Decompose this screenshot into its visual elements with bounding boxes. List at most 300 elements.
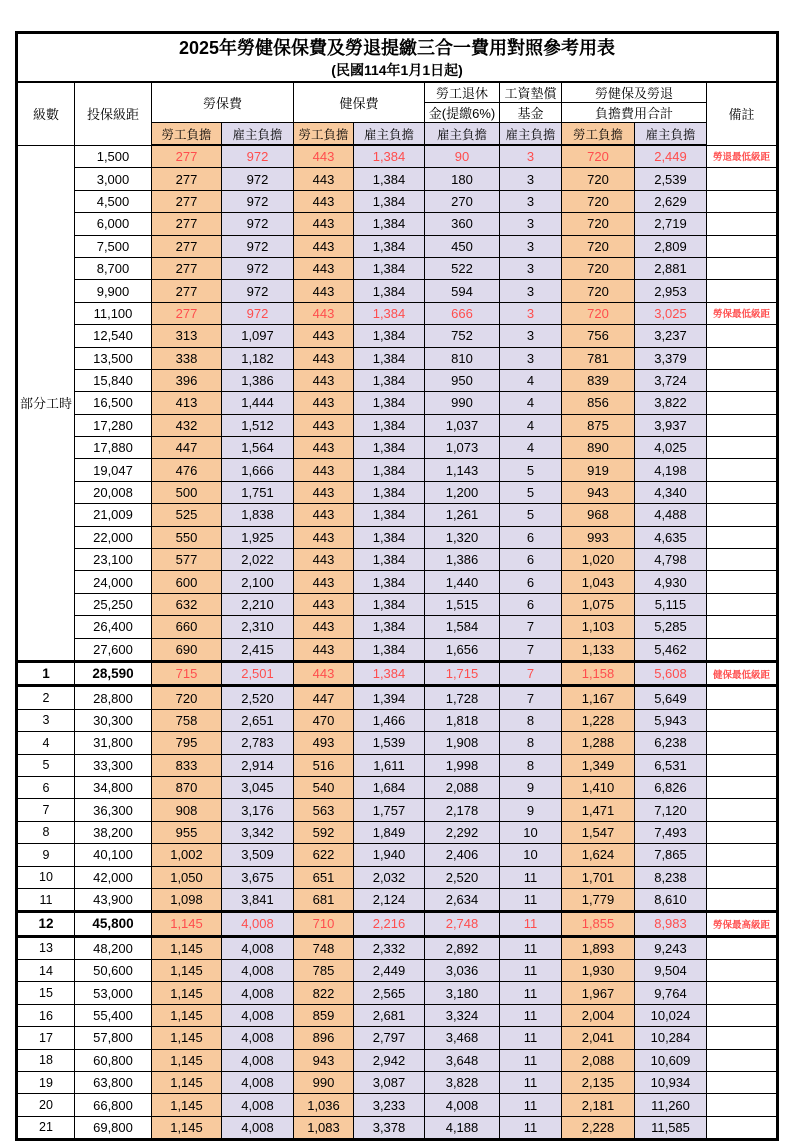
bracket-cell: 9,900 — [75, 280, 152, 302]
value-cell: 1,564 — [222, 437, 294, 459]
value-cell: 1,384 — [354, 481, 425, 503]
value-cell: 277 — [152, 168, 222, 190]
value-cell: 990 — [294, 1072, 354, 1094]
bracket-cell: 17,880 — [75, 437, 152, 459]
value-cell: 993 — [562, 526, 635, 548]
subheader-health-employer: 雇主負擔 — [354, 123, 425, 146]
value-cell: 1,384 — [354, 437, 425, 459]
value-cell: 3 — [500, 168, 562, 190]
value-cell: 3 — [500, 280, 562, 302]
value-cell: 1,940 — [354, 844, 425, 866]
table-row — [17, 414, 778, 436]
header-total-line2: 負擔費用合計 — [562, 103, 707, 123]
value-cell: 908 — [152, 799, 222, 821]
value-cell: 1,849 — [354, 821, 425, 843]
table-row — [17, 526, 778, 548]
bracket-cell: 34,800 — [75, 776, 152, 798]
value-cell: 1,384 — [354, 638, 425, 661]
value-cell: 2,332 — [354, 936, 425, 959]
value-cell: 2,210 — [222, 593, 294, 615]
value-cell: 1,512 — [222, 414, 294, 436]
note-cell — [707, 481, 778, 503]
value-cell: 2,449 — [354, 960, 425, 982]
table-row — [17, 437, 778, 459]
value-cell: 4,008 — [222, 960, 294, 982]
bracket-cell: 1,500 — [75, 145, 152, 168]
value-cell: 10,934 — [635, 1072, 707, 1094]
value-cell: 1,320 — [425, 526, 500, 548]
level-cell: 18 — [17, 1049, 75, 1071]
value-cell: 3,675 — [222, 866, 294, 888]
value-cell: 2,415 — [222, 638, 294, 661]
value-cell: 1,757 — [354, 799, 425, 821]
table-row — [17, 709, 778, 731]
bracket-cell: 21,009 — [75, 504, 152, 526]
value-cell: 443 — [294, 347, 354, 369]
value-cell: 622 — [294, 844, 354, 866]
value-cell: 1,098 — [152, 888, 222, 911]
table-row — [17, 776, 778, 798]
value-cell: 1,261 — [425, 504, 500, 526]
value-cell: 1,384 — [354, 369, 425, 391]
value-cell: 681 — [294, 888, 354, 911]
value-cell: 1,515 — [425, 593, 500, 615]
table-row — [17, 799, 778, 821]
header-row-1 — [17, 82, 778, 103]
value-cell: 3,176 — [222, 799, 294, 821]
value-cell: 1,050 — [152, 866, 222, 888]
value-cell: 3,324 — [425, 1004, 500, 1026]
value-cell: 943 — [294, 1049, 354, 1071]
value-cell: 2,041 — [562, 1027, 635, 1049]
note-cell — [707, 1004, 778, 1026]
table-title-cell — [17, 33, 778, 83]
value-cell: 3,233 — [354, 1094, 425, 1116]
value-cell: 443 — [294, 280, 354, 302]
value-cell: 3 — [500, 347, 562, 369]
bracket-cell: 25,250 — [75, 593, 152, 615]
value-cell: 781 — [562, 347, 635, 369]
note-cell — [707, 1027, 778, 1049]
value-cell: 10 — [500, 844, 562, 866]
bracket-cell: 50,600 — [75, 960, 152, 982]
value-cell: 313 — [152, 325, 222, 347]
value-cell: 1,384 — [354, 190, 425, 212]
value-cell: 180 — [425, 168, 500, 190]
value-cell: 1,998 — [425, 754, 500, 776]
note-cell — [707, 799, 778, 821]
value-cell: 1,073 — [425, 437, 500, 459]
bracket-cell: 22,000 — [75, 526, 152, 548]
value-cell: 3 — [500, 145, 562, 168]
value-cell: 4,188 — [425, 1116, 500, 1139]
table-row — [17, 235, 778, 257]
value-cell: 1,083 — [294, 1116, 354, 1139]
bracket-cell: 23,100 — [75, 549, 152, 571]
table-row — [17, 960, 778, 982]
value-cell: 720 — [152, 686, 222, 709]
value-cell: 1,145 — [152, 1072, 222, 1094]
value-cell: 2,565 — [354, 982, 425, 1004]
note-cell — [707, 235, 778, 257]
value-cell: 715 — [152, 661, 222, 685]
value-cell: 4,340 — [635, 481, 707, 503]
value-cell: 443 — [294, 661, 354, 685]
value-cell: 1,384 — [354, 145, 425, 168]
value-cell: 7 — [500, 686, 562, 709]
value-cell: 563 — [294, 799, 354, 821]
value-cell: 720 — [562, 213, 635, 235]
note-cell — [707, 866, 778, 888]
value-cell: 476 — [152, 459, 222, 481]
value-cell: 2,783 — [222, 732, 294, 754]
value-cell: 6,826 — [635, 776, 707, 798]
value-cell: 1,471 — [562, 799, 635, 821]
value-cell: 592 — [294, 821, 354, 843]
value-cell: 2,216 — [354, 912, 425, 936]
value-cell: 795 — [152, 732, 222, 754]
value-cell: 443 — [294, 504, 354, 526]
note-cell — [707, 437, 778, 459]
value-cell: 839 — [562, 369, 635, 391]
level-cell: 5 — [17, 754, 75, 776]
value-cell: 2,004 — [562, 1004, 635, 1026]
table-row — [17, 754, 778, 776]
value-cell: 1,893 — [562, 936, 635, 959]
value-cell: 1,145 — [152, 936, 222, 959]
note-cell — [707, 459, 778, 481]
value-cell: 8,238 — [635, 866, 707, 888]
note-cell — [707, 844, 778, 866]
table-row — [17, 593, 778, 615]
value-cell: 6 — [500, 526, 562, 548]
value-cell: 7,865 — [635, 844, 707, 866]
value-cell: 3,828 — [425, 1072, 500, 1094]
value-cell: 4 — [500, 369, 562, 391]
value-cell: 1,751 — [222, 481, 294, 503]
value-cell: 1,036 — [294, 1094, 354, 1116]
value-cell: 4 — [500, 437, 562, 459]
header-level: 級數 — [17, 82, 75, 145]
table-row — [17, 257, 778, 279]
value-cell: 748 — [294, 936, 354, 959]
value-cell: 1,444 — [222, 392, 294, 414]
value-cell: 3,237 — [635, 325, 707, 347]
value-cell: 1,075 — [562, 593, 635, 615]
value-cell: 10,284 — [635, 1027, 707, 1049]
value-cell: 3,841 — [222, 888, 294, 911]
value-cell: 443 — [294, 302, 354, 324]
value-cell: 3,378 — [354, 1116, 425, 1139]
value-cell: 1,228 — [562, 709, 635, 731]
value-cell: 1,384 — [354, 593, 425, 615]
value-cell: 1,200 — [425, 481, 500, 503]
value-cell: 1,384 — [354, 661, 425, 685]
level-cell: 15 — [17, 982, 75, 1004]
level-cell: 4 — [17, 732, 75, 754]
value-cell: 443 — [294, 437, 354, 459]
table-row — [17, 638, 778, 661]
value-cell: 7 — [500, 638, 562, 661]
note-cell: 勞保最高級距 — [707, 912, 778, 936]
value-cell: 6 — [500, 571, 562, 593]
value-cell: 6 — [500, 593, 562, 615]
bracket-cell: 28,800 — [75, 686, 152, 709]
bracket-cell: 48,200 — [75, 936, 152, 959]
note-cell: 勞保最低級距 — [707, 302, 778, 324]
value-cell: 3 — [500, 235, 562, 257]
value-cell: 785 — [294, 960, 354, 982]
table-body — [17, 145, 778, 1140]
value-cell: 1,143 — [425, 459, 500, 481]
note-cell — [707, 709, 778, 731]
value-cell: 9 — [500, 799, 562, 821]
value-cell: 516 — [294, 754, 354, 776]
bracket-cell: 42,000 — [75, 866, 152, 888]
table-row — [17, 1004, 778, 1026]
bracket-cell: 53,000 — [75, 982, 152, 1004]
value-cell: 8,610 — [635, 888, 707, 911]
value-cell: 7 — [500, 616, 562, 638]
value-cell: 2,124 — [354, 888, 425, 911]
bracket-cell: 4,500 — [75, 190, 152, 212]
value-cell: 360 — [425, 213, 500, 235]
value-cell: 1,145 — [152, 1027, 222, 1049]
value-cell: 919 — [562, 459, 635, 481]
value-cell: 277 — [152, 213, 222, 235]
value-cell: 720 — [562, 257, 635, 279]
bracket-cell: 11,100 — [75, 302, 152, 324]
note-cell — [707, 571, 778, 593]
value-cell: 5,115 — [635, 593, 707, 615]
note-cell — [707, 213, 778, 235]
value-cell: 277 — [152, 302, 222, 324]
bracket-cell: 66,800 — [75, 1094, 152, 1116]
value-cell: 493 — [294, 732, 354, 754]
value-cell: 443 — [294, 593, 354, 615]
value-cell: 443 — [294, 616, 354, 638]
value-cell: 1,818 — [425, 709, 500, 731]
value-cell: 3 — [500, 257, 562, 279]
value-cell: 990 — [425, 392, 500, 414]
value-cell: 396 — [152, 369, 222, 391]
value-cell: 2,520 — [222, 686, 294, 709]
value-cell: 2,797 — [354, 1027, 425, 1049]
value-cell: 4,008 — [222, 936, 294, 959]
bracket-cell: 12,540 — [75, 325, 152, 347]
value-cell: 11 — [500, 866, 562, 888]
table-row — [17, 168, 778, 190]
note-cell — [707, 1049, 778, 1071]
value-cell: 3,509 — [222, 844, 294, 866]
value-cell: 338 — [152, 347, 222, 369]
note-cell — [707, 754, 778, 776]
value-cell: 1,930 — [562, 960, 635, 982]
level-cell: 3 — [17, 709, 75, 731]
value-cell: 500 — [152, 481, 222, 503]
note-cell — [707, 638, 778, 661]
value-cell: 666 — [425, 302, 500, 324]
value-cell: 1,037 — [425, 414, 500, 436]
value-cell: 1,715 — [425, 661, 500, 685]
level-cell: 13 — [17, 936, 75, 959]
bracket-cell: 3,000 — [75, 168, 152, 190]
value-cell: 11 — [500, 1004, 562, 1026]
bracket-cell: 13,500 — [75, 347, 152, 369]
value-cell: 1,656 — [425, 638, 500, 661]
value-cell: 1,384 — [354, 325, 425, 347]
value-cell: 2,135 — [562, 1072, 635, 1094]
value-cell: 2,228 — [562, 1116, 635, 1139]
table-row — [17, 302, 778, 324]
value-cell: 4,008 — [222, 1094, 294, 1116]
value-cell: 4,008 — [222, 1004, 294, 1026]
table-row — [17, 866, 778, 888]
value-cell: 2,100 — [222, 571, 294, 593]
value-cell: 4,008 — [222, 1049, 294, 1071]
value-cell: 4,008 — [222, 1116, 294, 1139]
value-cell: 690 — [152, 638, 222, 661]
value-cell: 1,158 — [562, 661, 635, 685]
value-cell: 11 — [500, 888, 562, 911]
bracket-cell: 45,800 — [75, 912, 152, 936]
value-cell: 3,468 — [425, 1027, 500, 1049]
value-cell: 4,198 — [635, 459, 707, 481]
value-cell: 3,822 — [635, 392, 707, 414]
value-cell: 1,394 — [354, 686, 425, 709]
note-cell: 勞退最低級距 — [707, 145, 778, 168]
value-cell: 447 — [152, 437, 222, 459]
value-cell: 1,384 — [354, 280, 425, 302]
table-row — [17, 190, 778, 212]
note-cell — [707, 960, 778, 982]
value-cell: 890 — [562, 437, 635, 459]
value-cell: 450 — [425, 235, 500, 257]
value-cell: 594 — [425, 280, 500, 302]
value-cell: 7 — [500, 661, 562, 685]
value-cell: 1,384 — [354, 347, 425, 369]
value-cell: 522 — [425, 257, 500, 279]
value-cell: 8 — [500, 709, 562, 731]
value-cell: 3 — [500, 325, 562, 347]
value-cell: 11 — [500, 1027, 562, 1049]
value-cell: 632 — [152, 593, 222, 615]
value-cell: 9 — [500, 776, 562, 798]
subheader-labor-employee: 勞工負擔 — [152, 123, 222, 146]
value-cell: 3,180 — [425, 982, 500, 1004]
value-cell: 577 — [152, 549, 222, 571]
value-cell: 1,584 — [425, 616, 500, 638]
note-cell — [707, 616, 778, 638]
value-cell: 4,488 — [635, 504, 707, 526]
value-cell: 1,384 — [354, 392, 425, 414]
value-cell: 720 — [562, 280, 635, 302]
value-cell: 447 — [294, 686, 354, 709]
premium-reference-table — [15, 31, 776, 1141]
table-row — [17, 459, 778, 481]
note-cell — [707, 936, 778, 959]
value-cell: 1,728 — [425, 686, 500, 709]
value-cell: 955 — [152, 821, 222, 843]
value-cell: 277 — [152, 257, 222, 279]
value-cell: 413 — [152, 392, 222, 414]
bracket-cell: 24,000 — [75, 571, 152, 593]
value-cell: 1,288 — [562, 732, 635, 754]
value-cell: 1,384 — [354, 571, 425, 593]
value-cell: 856 — [562, 392, 635, 414]
value-cell: 720 — [562, 168, 635, 190]
level-cell: 10 — [17, 866, 75, 888]
note-cell — [707, 280, 778, 302]
premium-table — [15, 31, 779, 1141]
value-cell: 4,798 — [635, 549, 707, 571]
title-row — [17, 33, 778, 83]
value-cell: 443 — [294, 481, 354, 503]
level-cell: 8 — [17, 821, 75, 843]
bracket-cell: 40,100 — [75, 844, 152, 866]
value-cell: 270 — [425, 190, 500, 212]
bracket-cell: 6,000 — [75, 213, 152, 235]
value-cell: 11 — [500, 912, 562, 936]
value-cell: 4,008 — [222, 982, 294, 1004]
value-cell: 972 — [222, 280, 294, 302]
note-cell: 健保最低級距 — [707, 661, 778, 685]
value-cell: 1,145 — [152, 1094, 222, 1116]
value-cell: 4,008 — [222, 912, 294, 936]
value-cell: 2,914 — [222, 754, 294, 776]
value-cell: 1,779 — [562, 888, 635, 911]
value-cell: 1,967 — [562, 982, 635, 1004]
table-row — [17, 481, 778, 503]
value-cell: 550 — [152, 526, 222, 548]
value-cell: 1,410 — [562, 776, 635, 798]
value-cell: 810 — [425, 347, 500, 369]
value-cell: 443 — [294, 190, 354, 212]
bracket-cell: 17,280 — [75, 414, 152, 436]
value-cell: 8 — [500, 754, 562, 776]
header-pension-line1: 勞工退休 — [425, 82, 500, 103]
note-cell — [707, 190, 778, 212]
bracket-cell: 15,840 — [75, 369, 152, 391]
value-cell: 1,145 — [152, 1116, 222, 1139]
value-cell: 972 — [222, 168, 294, 190]
value-cell: 1,020 — [562, 549, 635, 571]
bracket-cell: 69,800 — [75, 1116, 152, 1139]
level-cell: 9 — [17, 844, 75, 866]
table-row — [17, 1049, 778, 1071]
table-row — [17, 888, 778, 911]
table-row — [17, 661, 778, 685]
value-cell: 758 — [152, 709, 222, 731]
bracket-cell: 28,590 — [75, 661, 152, 685]
bracket-cell: 57,800 — [75, 1027, 152, 1049]
value-cell: 2,881 — [635, 257, 707, 279]
value-cell: 5,943 — [635, 709, 707, 731]
note-cell — [707, 888, 778, 911]
value-cell: 720 — [562, 190, 635, 212]
value-cell: 1,145 — [152, 912, 222, 936]
value-cell: 11 — [500, 982, 562, 1004]
table-row — [17, 280, 778, 302]
value-cell: 443 — [294, 638, 354, 661]
value-cell: 1,701 — [562, 866, 635, 888]
note-cell — [707, 776, 778, 798]
value-cell: 1,440 — [425, 571, 500, 593]
bracket-cell: 33,300 — [75, 754, 152, 776]
value-cell: 11,260 — [635, 1094, 707, 1116]
value-cell: 443 — [294, 257, 354, 279]
bracket-cell: 36,300 — [75, 799, 152, 821]
